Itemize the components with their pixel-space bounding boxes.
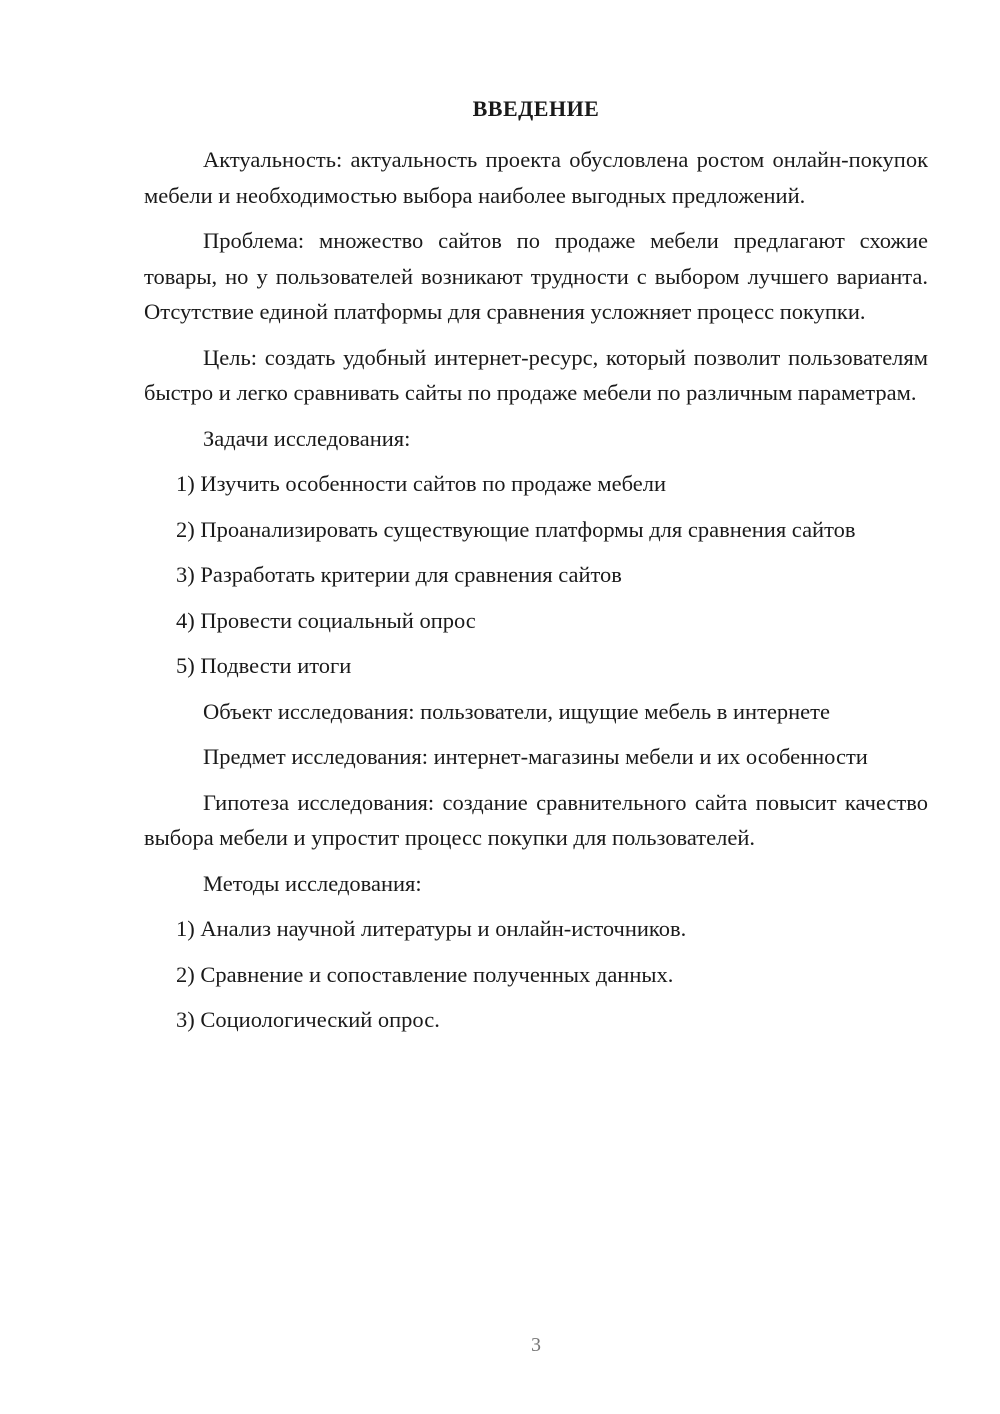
- page-number: 3: [531, 1334, 541, 1356]
- list-item-method: 2) Сравнение и сопоставление полученных данных.: [176, 961, 674, 987]
- section-title: ВВЕДЕНИЕ: [472, 96, 600, 121]
- paragraph-actuality: Актуальность: актуальность проекта обусловлена ростом онлайн-покупок мебели и необходимостью выбора наиболее выгодных предложений.: [144, 147, 928, 208]
- list-item-task: 3) Разработать критерии для сравнения сайтов: [176, 562, 622, 587]
- paragraph-object: Объект исследования: пользователи, ищущие мебель в интернете: [203, 698, 830, 724]
- list-item-method: 3) Социологический опрос.: [176, 1007, 440, 1032]
- list-item-method: 1) Анализ научной литературы и онлайн-источников.: [176, 916, 687, 941]
- document-body: [144, 142, 928, 1048]
- list-item-task: 5) Подвести итоги: [176, 653, 352, 678]
- paragraph-subject: Предмет исследования: интернет-магазины мебели и их особенности: [203, 744, 868, 769]
- paragraph-problem: Проблема: множество сайтов по продаже мебели предлагают схожие товары, но у пользователей возникают трудности с выбором лучшего варианта. Отсутствие единой платформы для сравнения усложняет процесс покупки.: [144, 228, 928, 324]
- paragraph-hypothesis: Гипотеза исследования: создание сравнительного сайта повысит качество выбора мебели и упростит процесс покупки для пользователей.: [144, 789, 928, 850]
- methods-heading: Методы исследования:: [203, 870, 422, 896]
- list-item-task: 2) Проанализировать существующие платформы для сравнения сайтов: [176, 516, 856, 542]
- paragraph-goal: Цель: создать удобный интернет-ресурс, который позволит пользователям быстро и легко сравнивать сайты по продаже мебели по различным параметрам.: [144, 344, 928, 405]
- list-item-task: 4) Провести социальный опрос: [176, 607, 476, 633]
- list-item-task: 1) Изучить особенности сайтов по продаже мебели: [176, 471, 666, 496]
- tasks-heading: Задачи исследования:: [203, 425, 411, 451]
